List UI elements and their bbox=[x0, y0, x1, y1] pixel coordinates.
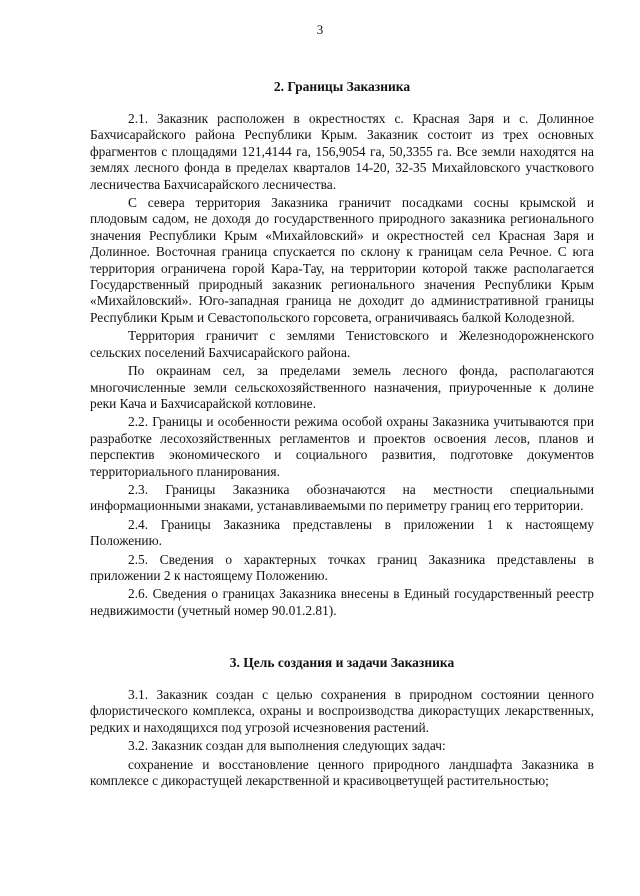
section-2-heading: 2. Границы Заказника bbox=[273, 79, 411, 94]
paragraph-2-4: 2.4. Границы Заказника представлены в приложении 1 к настоящему Положению. bbox=[90, 516, 594, 549]
page-number: 3 bbox=[316, 22, 324, 37]
paragraph-task-1: сохранение и восстановление ценного природного ландшафта Заказника в комплексе с дикорастущей лекарственной и красивоцветущей растительностью; bbox=[90, 756, 594, 789]
paragraph-agricultural-lands: По окраинам сел, за пределами земель лесного фонда, располагаются многочисленные земли сельскохозяйственного назначения, приуроченные к долине реки Кача и Бахчисарайской котловине. bbox=[90, 363, 594, 411]
paragraph-2-5: 2.5. Сведения о характерных точках границ Заказника представлены в приложении 2 к настоящему Положению. bbox=[90, 551, 594, 583]
section-3-heading: 3. Цель создания и задачи Заказника bbox=[229, 655, 455, 670]
paragraph-2-2: 2.2. Границы и особенности режима особой охраны Заказника учитываются при разработке лесохозяйственных регламентов и проектов освоения лесов, планов и перспектив экономического и социального развития, подготовке документов территориального планирования. bbox=[90, 414, 594, 479]
paragraph-3-2: 3.2. Заказник создан для выполнения следующих задач: bbox=[128, 738, 446, 754]
section-3-body bbox=[90, 687, 594, 791]
paragraph-2-1: 2.1. Заказник расположен в окрестностях с. Красная Заря и с. Долинное Бахчисарайского района Республики Крым. Заказник состоит из трех основных фрагментов с площадями 121,4144 га, 156,9054 га, 50,3355 га. Все земли находятся на землях лесного фонда в пределах кварталов 14-20, 32-35 Михайловского участкового лесничества Бахчисарайского лесничества. bbox=[90, 111, 594, 192]
paragraph-2-3: 2.3. Границы Заказника обозначаются на местности специальными информационными знаками, устанавливаемыми по периметру границ его территории. bbox=[90, 481, 594, 514]
paragraph-adjacent-settlements: Территория граничит с землями Тенистовского и Железнодорожненского сельских поселений Бахчисарайского района. bbox=[90, 328, 594, 360]
paragraph-3-1: 3.1. Заказник создан с целью сохранения в природном состоянии ценного флористического комплекса, охраны и воспроизводства дикорастущих лекарственных, редких и находящихся под угрозой исчезновения растений. bbox=[90, 687, 594, 735]
paragraph-2-6: 2.6. Сведения о границах Заказника внесены в Единый государственный реестр недвижимости (учетный номер 90.01.2.81). bbox=[90, 586, 594, 618]
paragraph-north-boundary: С севера территория Заказника граничит посадками сосны крымской и плодовым садом, не доходя до государственного природного заказника регионального значения Республики Крым «Михайловский» и окрестностей сел Красная Заря и Долинное. Восточная граница спускается по склону к границам села Речное. С юга территория ограничена горой Кара-Тау, на территории которой также располагается Государственный природный заказник регионального значения Республики Крым «Михайловский». Юго-западная граница не доходит до административной границы Республики Крым и Севастопольского горсовета, ограничиваясь балкой Колодезной. bbox=[90, 195, 594, 325]
section-2-body bbox=[90, 111, 594, 621]
